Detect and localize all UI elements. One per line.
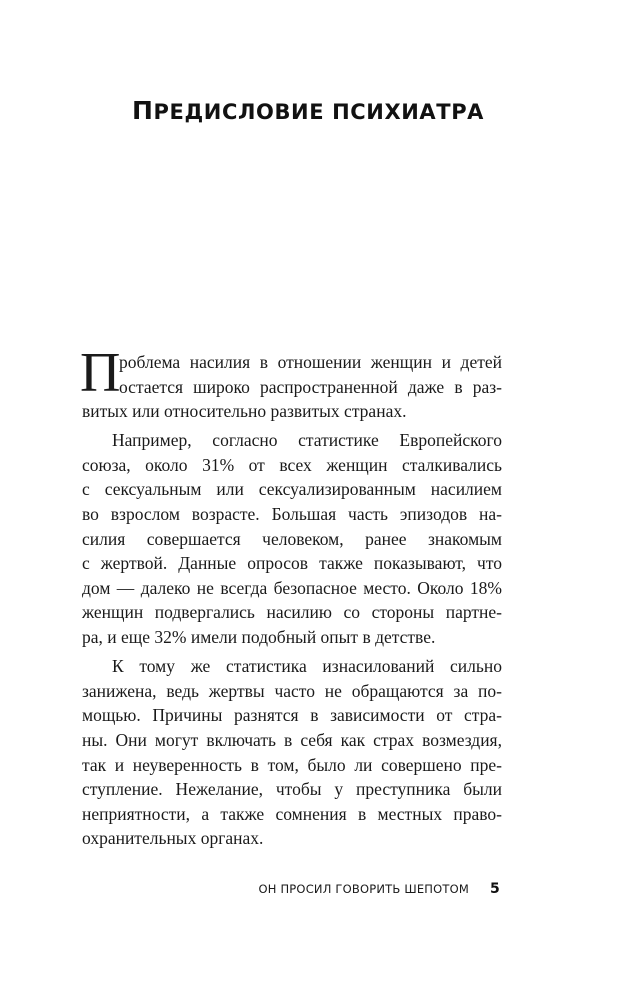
paragraph-line: с сексуальным или сексуализированным насилием	[82, 479, 502, 500]
paragraph-line: дом — далеко не всегда безопасное место. Около 18%	[82, 577, 502, 598]
paragraph-line: ны. Они могут включать в себя как страх возмездия,	[82, 729, 502, 750]
body-text	[80, 342, 502, 851]
page-footer	[0, 882, 619, 902]
paragraph-line: витых или относительно развитых странах.	[82, 401, 407, 422]
chapter-title-initial: П	[132, 96, 154, 125]
chapter-title-rest: РЕДИСЛОВИЕ ПСИХИАТРА	[153, 100, 485, 124]
paragraph-line: с жертвой. Данные опросов также показывают, что	[82, 553, 502, 574]
paragraph-line: ра, и еще 32% имели подобный опыт в детстве.	[82, 627, 436, 648]
paragraph-1	[80, 342, 502, 424]
paragraph-line: силия совершается человеком, ранее знакомым	[82, 528, 502, 549]
chapter-title	[132, 96, 484, 125]
paragraph-2	[82, 428, 502, 649]
paragraph-line: занижена, ведь жертвы часто не обращаются за по-	[82, 680, 502, 701]
paragraph-line: остается широко распространенной даже в раз-	[119, 376, 502, 397]
paragraph-line: женщин подвергались насилию со стороны партне-	[82, 602, 502, 623]
paragraph-line: так и неуверенность в том, было ли совершено пре-	[82, 754, 502, 775]
paragraph-line: во взрослом возрасте. Большая часть эпизодов на-	[82, 504, 502, 525]
paragraph-line: союза, около 31% от всех женщин сталкивались	[82, 454, 502, 475]
drop-cap: П	[80, 342, 121, 404]
paragraph-line: мощью. Причины разнятся в зависимости от стра-	[82, 705, 502, 726]
paragraph-3	[82, 654, 502, 851]
running-title: ОН ПРОСИЛ ГОВОРИТЬ ШЕПОТОМ	[258, 882, 469, 896]
paragraph-line: ступление. Нежелание, чтобы у преступника были	[82, 779, 502, 800]
page-number: 5	[490, 881, 500, 897]
paragraph-line: К тому же статистика изнасилований сильно	[112, 656, 502, 677]
paragraph-line: охранительных органах.	[82, 828, 264, 849]
paragraph-line: роблема насилия в отношении женщин и детей	[119, 352, 502, 372]
paragraph-line: Например, согласно статистике Европейского	[112, 430, 502, 451]
paragraph-line: неприятности, а также сомнения в местных право-	[82, 803, 502, 824]
